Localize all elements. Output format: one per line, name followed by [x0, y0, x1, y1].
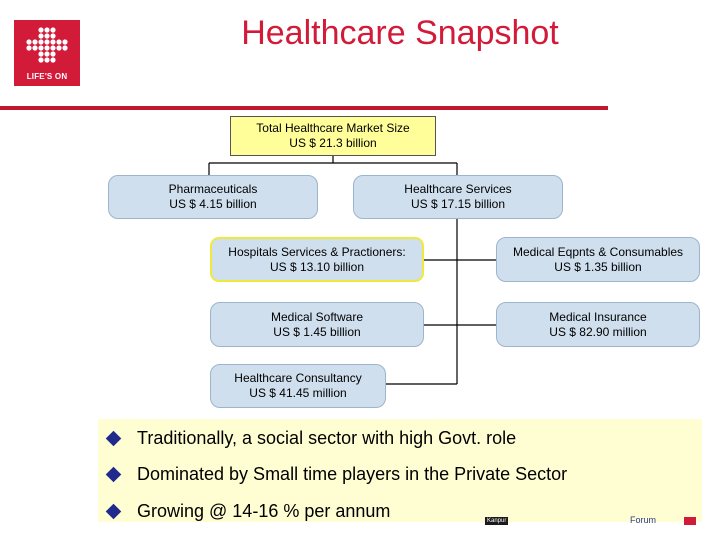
footer-red-mark [684, 517, 696, 525]
page-title: Healthcare Snapshot [241, 14, 559, 52]
medical-software-node [210, 302, 424, 347]
footer-logo-text: Forum [630, 515, 657, 525]
node-label: Medical Software [270, 309, 364, 324]
hospitals-node [210, 237, 424, 282]
node-value: US $ 21.3 billion [289, 136, 377, 150]
healthcare-consultancy-node [210, 364, 386, 408]
total-market-node [230, 116, 436, 156]
bullet-text: Growing @ 14-16 % per annum [137, 501, 391, 521]
diamond-bullet-icon [106, 431, 122, 447]
pharmaceuticals-node [108, 175, 318, 219]
node-label: Total Healthcare Market Size [256, 121, 410, 135]
node-value: US $ 4.15 billion [169, 197, 257, 211]
node-value: US $ 1.45 billion [273, 324, 361, 339]
equipment-node [496, 237, 700, 282]
node-label: Medical Eqpnts & Consumables [512, 244, 684, 259]
bullet-text: Traditionally, a social sector with high Govt. role [137, 428, 517, 448]
medical-insurance-node [496, 302, 700, 347]
node-value: US $ 82.90 million [549, 324, 647, 339]
footer-badge: Kanpur [487, 518, 507, 524]
node-label: Healthcare Services [404, 182, 512, 196]
bullet-item [108, 428, 516, 449]
node-value: US $ 1.35 billion [554, 259, 642, 274]
bullet-item [108, 464, 567, 485]
node-value: US $ 41.45 million [249, 386, 347, 400]
bullet-item [108, 501, 390, 522]
node-label: Hospitals Services & Practioners: [228, 244, 406, 259]
healthcare-services-node [353, 175, 563, 219]
logo-text: LIFE'S ON [26, 72, 68, 81]
node-value: US $ 17.15 billion [410, 197, 506, 211]
node-value: US $ 13.10 billion [269, 259, 365, 274]
bullet-text: Dominated by Small time players in the Private Sector [137, 464, 568, 484]
node-label: Healthcare Consultancy [234, 371, 362, 385]
diamond-bullet-icon [106, 467, 122, 483]
node-label: Medical Insurance [549, 309, 647, 324]
diamond-bullet-icon [106, 504, 122, 520]
node-label: Pharmaceuticals [168, 182, 258, 196]
